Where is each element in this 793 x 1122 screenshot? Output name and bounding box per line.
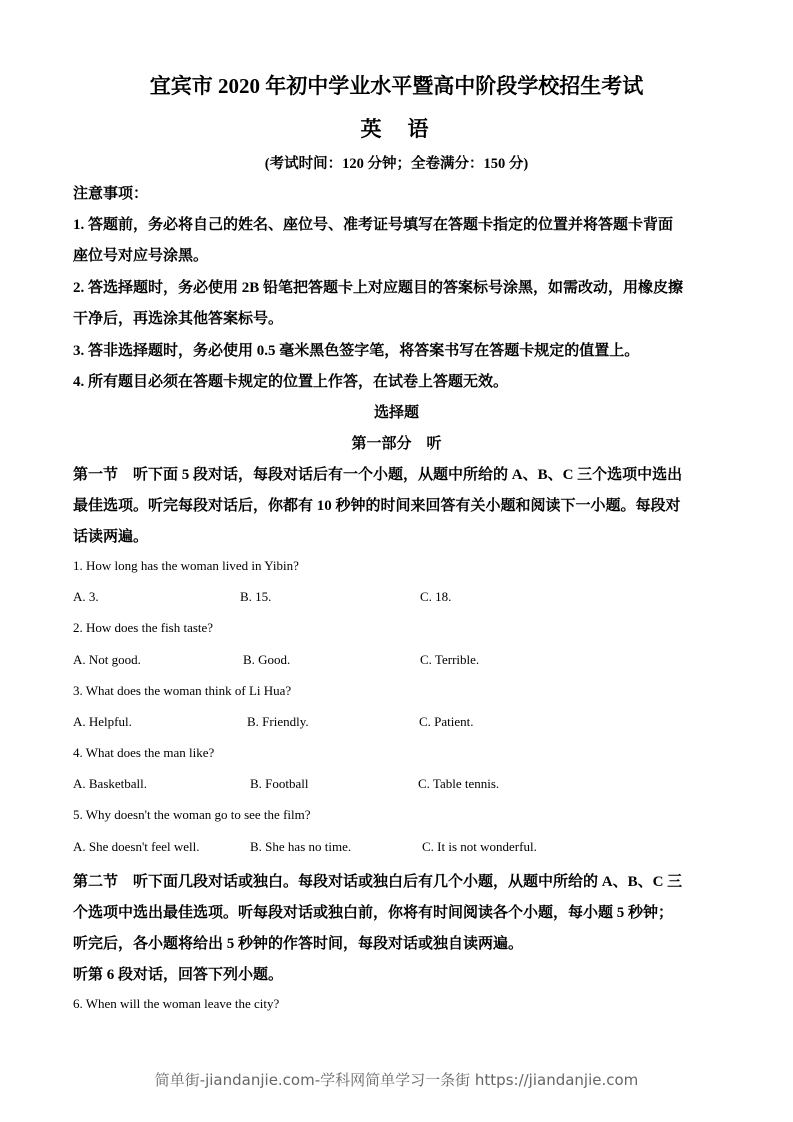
question-text: 5. Why doesn't the woman go to see the film? bbox=[73, 807, 311, 822]
option-b: B. She has no time. bbox=[250, 839, 352, 854]
option-c: C. Table tennis. bbox=[418, 776, 500, 791]
option-a: A. Helpful. bbox=[73, 714, 132, 729]
option-c: C. 18. bbox=[420, 589, 452, 604]
note-line: 1. 答题前，务必将自己的姓名、座位号、准考证号填写在答题卡指定的位置并将答题卡背面 bbox=[73, 217, 674, 233]
section2-instruction: 第二节 听下面几段对话或独白。每段对话或独白后有几个小题，从题中所给的 A、B、C 三 bbox=[73, 874, 683, 890]
option-b: B. Good. bbox=[243, 652, 291, 667]
question-text: 4. What does the man like? bbox=[73, 745, 215, 760]
question-text: 3. What does the woman think of Li Hua? bbox=[73, 683, 292, 698]
note-line: 4. 所有题目必须在答题卡规定的位置上作答，在试卷上答题无效。 bbox=[73, 374, 509, 390]
option-c: C. Terrible. bbox=[420, 652, 480, 667]
section1-instruction: 最佳选项。听完每段对话后，你都有 10 秒钟的时间来回答有关小题和阅读下一小题。每段对 bbox=[73, 498, 681, 514]
note-line: 干净后，再选涂其他答案标号。 bbox=[73, 311, 284, 327]
section1-instruction: 第一节 听下面 5 段对话，每段对话后有一个小题，从题中所给的 A、B、C 三个选项中选出 bbox=[73, 467, 683, 483]
option-b: B. 15. bbox=[240, 589, 272, 604]
section1-instruction: 话读两遍。 bbox=[73, 529, 149, 545]
question-text: 1. How long has the woman lived in Yibin? bbox=[73, 558, 299, 573]
exam-title: 宜宾市 2020 年初中学业水平暨高中阶段学校招生考试 bbox=[149, 74, 644, 98]
section2-instruction: 听完后，各小题将给出 5 秒钟的作答时间，每段对话或独自读两遍。 bbox=[73, 936, 524, 952]
notes-heading: 注意事项： bbox=[73, 186, 149, 202]
subject-char-2: 语 bbox=[407, 117, 433, 141]
question-text: 2. How does the fish taste? bbox=[73, 620, 214, 635]
option-b: B. Football bbox=[250, 776, 309, 791]
subject-title bbox=[0, 113, 793, 143]
option-a: A. Not good. bbox=[73, 652, 141, 667]
footer-watermark: 简单街-jiandanjie.com-学科网简单学习一条街 https://jiandanjie.com bbox=[154, 1071, 639, 1089]
note-line: 座位号对应号涂黑。 bbox=[73, 248, 209, 264]
option-c: C. It is not wonderful. bbox=[422, 839, 537, 854]
option-a: A. She doesn't feel well. bbox=[73, 839, 200, 854]
section2-instruction: 个选项中选出最佳选项。听每段对话或独白前，你将有时间阅读各个小题，每小题 5 秒钟； bbox=[73, 905, 674, 921]
option-a: A. Basketball. bbox=[73, 776, 148, 791]
note-line: 3. 答非选择题时，务必使用 0.5 毫米黑色签字笔，将答案书写在答题卡规定的值置上。 bbox=[73, 343, 640, 359]
question-text: 6. When will the woman leave the city? bbox=[73, 996, 280, 1011]
section2-instruction: 听第 6 段对话，回答下列小题。 bbox=[73, 967, 284, 983]
part-heading: 第一部分 听 bbox=[351, 436, 442, 452]
option-c: C. Patient. bbox=[419, 714, 474, 729]
choice-heading: 选择题 bbox=[373, 405, 419, 421]
option-b: B. Friendly. bbox=[247, 714, 309, 729]
option-a: A. 3. bbox=[73, 589, 99, 604]
exam-info: (考试时间：120 分钟；全卷满分：150 分) bbox=[264, 156, 529, 172]
note-line: 2. 答选择题时，务必使用 2B 铅笔把答题卡上对应题目的答案标号涂黑，如需改动，用橡皮擦 bbox=[73, 280, 684, 296]
subject-char-1: 英 bbox=[360, 117, 386, 141]
